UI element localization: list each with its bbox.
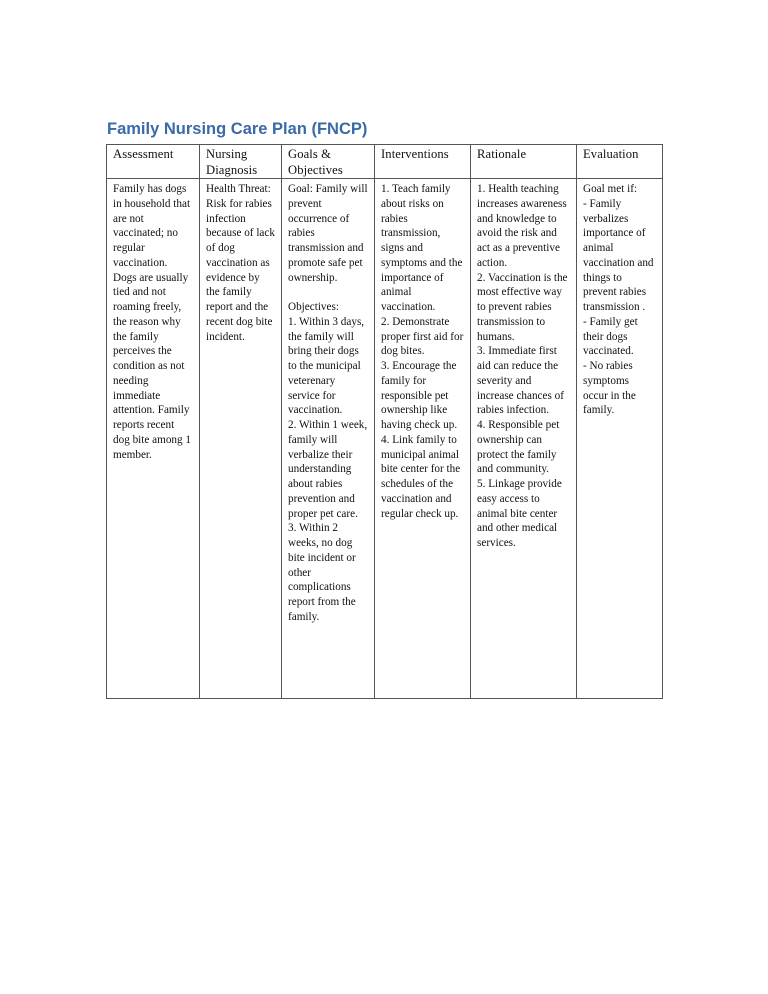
rationale-item: 2. Vaccination is the most effective way to prevent rabies transmission to humans.: [477, 271, 571, 343]
rationale-item: 5. Linkage provide easy access to animal bite center and other medical services.: [477, 478, 565, 549]
evaluation-item: - Family verbalizes importance of animal vaccination and things to prevent rabies transmission .: [583, 197, 657, 313]
cell-nursing-diagnosis: [200, 179, 282, 699]
cell-goals-objectives: [282, 179, 375, 699]
care-plan-table: [106, 144, 663, 699]
objectives-label: Objectives:: [288, 301, 339, 313]
objective-item: 3. Within 2 weeks, no dog bite incident or other complications report from the family.: [288, 522, 359, 623]
table-row: [107, 179, 663, 699]
page-title: Family Nursing Care Plan (FNCP): [107, 120, 368, 138]
table-header-row: [107, 145, 663, 179]
cell-interventions: [375, 179, 471, 699]
spacer: [288, 285, 368, 300]
goal-text: Goal: Family will prevent occurrence of rabies transmission and promote safe pet ownership.: [288, 183, 371, 284]
evaluation-item: - No rabies symptoms occur in the family.: [583, 360, 639, 417]
assessment-text: Family has dogs in household that are not vaccinated; no regular vaccination. Dogs are usually tied and not roaming freely, the reason why the family perceives the condition as not needing immediate attention. Family reports recent dog bite among 1 member.: [113, 183, 194, 461]
cell-rationale: [471, 179, 577, 699]
rationale-item: 1. Health teaching increases awareness and knowledge to avoid the risk and act as a preventive action.: [477, 183, 570, 269]
header-evaluation: Evaluation: [577, 145, 663, 179]
header-goals-objectives: Goals & Objectives: [282, 145, 375, 179]
rationale-item: 3. Immediate first aid can reduce the severity and increase chances of rabies infection.: [477, 345, 567, 417]
header-interventions: Interventions: [375, 145, 471, 179]
objective-item: 1. Within 3 days, the family will bring their dogs to the municipal veterenary service for vaccination.: [288, 315, 367, 417]
intervention-item: 4. Link family to municipal animal bite center for the schedules of the vaccination and regular check up.: [381, 433, 463, 520]
intervention-item: 3. Encourage the family for responsible pet ownership like having check up.: [381, 360, 460, 431]
header-rationale: Rationale: [471, 145, 577, 179]
evaluation-item: - Family get their dogs vaccinated.: [583, 315, 641, 358]
intervention-item: 1. Teach family about risks on rabies transmission, signs and symptoms and the importance of animal vaccination.: [381, 183, 466, 313]
cell-assessment: [107, 179, 200, 699]
intervention-item: 2. Demonstrate proper first aid for dog bites.: [381, 315, 467, 358]
objective-item: 2. Within 1 week, family will verbalize their understanding about rabies prevention and proper pet care.: [288, 419, 370, 520]
rationale-item: 4. Responsible pet ownership can protect the family and community.: [477, 419, 563, 476]
header-assessment: Assessment: [107, 145, 200, 179]
nursing-diagnosis-text: Health Threat: Risk for rabies infection because of lack of dog vaccination as evidence by the family report and the recent dog bite incident.: [206, 183, 278, 343]
header-nursing-diagnosis: Nursing Diagnosis: [200, 145, 282, 179]
cell-evaluation: [577, 179, 663, 699]
evaluation-item: Goal met if:: [583, 183, 638, 195]
